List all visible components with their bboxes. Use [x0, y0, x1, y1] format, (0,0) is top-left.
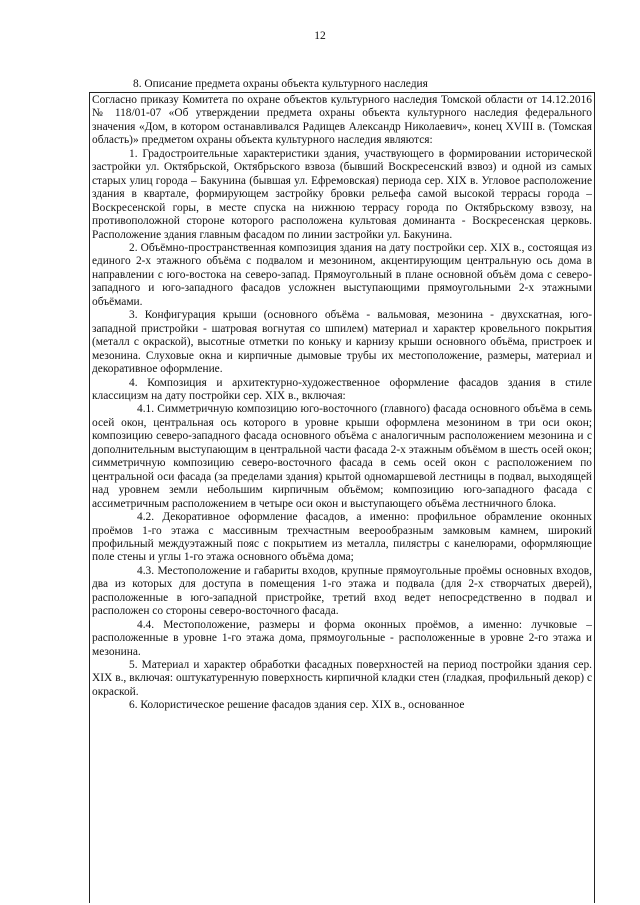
section-title: 8. Описание предмета охраны объекта культурного наследия	[133, 78, 428, 90]
paragraph-item-4: 4. Композиция и архитектурно-художественное оформление фасадов здания в стиле классицизм на дату постройки сер. XIX в., включая:	[92, 376, 592, 402]
page-number: 12	[314, 30, 326, 42]
paragraph-item-1: 1. Градостроительные характеристики здания, участвующего в формировании исторической застройки ул. Октябрьской, Октябрьского взвоза (бывший Воскресенский взвоз) и одной из самых старых улиц города – Бакунина (бывшая ул. Ефремовская) периода сер. XIX в. Угловое расположение здания в квартале, формирующем застройку бровки рельефа самой высокой террасы города – Воскресенской горы, в месте спуска на нижнюю террасу города по Октябрьскому взвозу, на противоположной стороне которого расположена культовая доминанта - Воскресенская церковь. Расположение здания главным фасадом по линии застройки ул. Бакунина.	[92, 147, 592, 241]
paragraph-item-4-1: 4.1. Симметричную композицию юго-восточного (главного) фасада основного объёма в семь осей окон, центральная ось которого в уровне крыши оформлена мезонином в три оси окон; композицию северо-западного фасада основного объёма с аналогичным расположением мезонина и с дополнительным выступающим в центральной части фасада 2-х этажным объёмом в шесть осей окон; симметричную композицию северо-восточного фасада в семь осей окон с расположением по центральной оси фасада (за пределами здания) крытой одномаршевой лестницы в подвал, выходящей над уровнем земли небольшим кирпичным объёмом; композицию юго-западного фасада с ассиметричным расположением в четыре оси окон и выступающего объёма лестничного блока.	[92, 403, 592, 510]
paragraph-item-4-4: 4.4. Местоположение, размеры и форма оконных проёмов, а именно: лучковые – расположенные в уровне 1-го этажа дома, прямоугольные - расположенные в уровне 2-го этажа и мезонина.	[92, 618, 592, 658]
paragraph-item-4-2: 4.2. Декоративное оформление фасадов, а именно: профильное обрамление оконных проёмов 1-го этажа с массивным трехчастным веерообразным замковым камнем, широкий профильный междуэтажный пояс с покрытием из металла, пилястры с канелюрами, оформляющие поле стены и углы 1-го этажа основного объёма дома;	[92, 511, 592, 564]
paragraph-item-5: 5. Материал и характер обработки фасадных поверхностей на период постройки здания сер. XIX в., включая: оштукатуренную поверхность кирпичной кладки стен (гладкая, профильный декор) с окраской.	[92, 659, 592, 698]
paragraph-item-6: 6. Колористическое решение фасадов здания сер. XIX в., основанное	[129, 699, 465, 712]
paragraph-item-3: 3. Конфигурация крыши (основного объёма - вальмовая, мезонина - двухскатная, юго-западной пристройки - шатровая вогнутая со шпилем) материал и характер кровельного покрытия (металл с окраской), высотные отметки по коньку и карнизу крыши основного объёма, пристроек и мезонина. Слуховые окна и кирпичные дымовые трубы их местоположение, размеры, материал и декоративное оформление.	[92, 309, 592, 376]
paragraph-item-2: 2. Объёмно-пространственная композиция здания на дату постройки сер. XIX в., состоящая из единого 2-х этажного объёма с подвалом и мезонином, акцентирующим центральную ось дома в направлении с юго-востока на северо-запад. Прямоугольный в плане основной объём дома с северо-западного и юго-западного фасадов усложнен выступающими прямоугольными 2-х этажными объёмами.	[92, 241, 592, 308]
content-text	[92, 94, 592, 713]
paragraph-item-4-3: 4.3. Местоположение и габариты входов, крупные прямоугольные проёмы основных входов, два из которых для доступа в помещения 1-го этажа и подвала (для 2-х створчатых дверей), расположенные в юго-западной пристройке, третий вход ведет непосредственно в подвал и расположен со стороны северо-восточного фасада.	[92, 564, 592, 618]
paragraph-intro: Согласно приказу Комитета по охране объектов культурного наследия Томской области от 14.12.2016 № 118/01-07 «Об утверждении предмета охраны объекта культурного наследия федерального значения «Дом, в котором останавливался Радищев Александр Николаевич», конец XVIII в. (Томская область)» предметом охраны объекта культурного наследия являются:	[92, 94, 592, 147]
